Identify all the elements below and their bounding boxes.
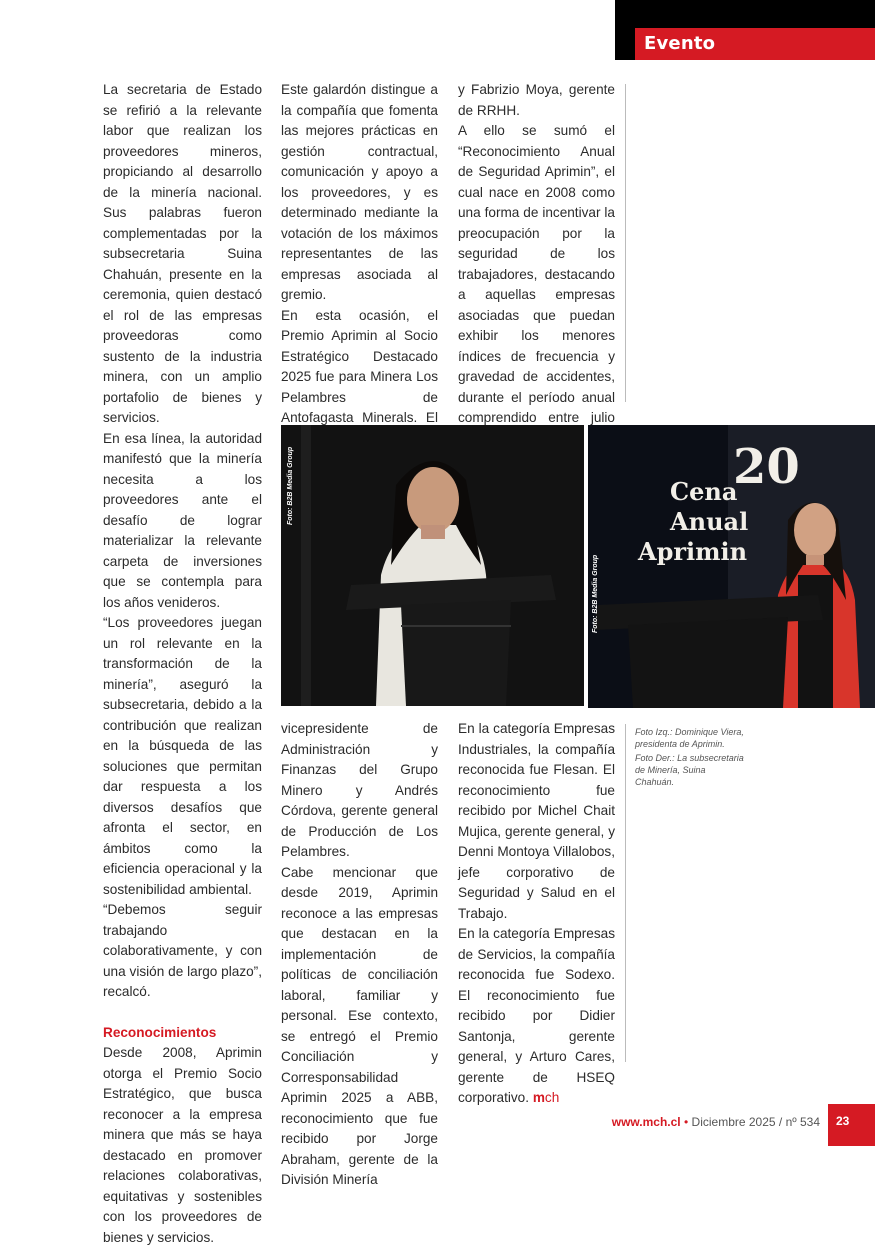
paragraph: “Debemos seguir trabajando colaborativamente, y con una visión de largo plazo”, recalcó. <box>103 902 262 999</box>
mch-end-logo <box>533 1090 559 1105</box>
paragraph: Desde 2008, Aprimin otorga el Premio Socio Estratégico, que busca reconocer a la empresa minera que más se haya destacado en promover relaciones colaborativas, equitativas y sostenibles con los proveedores de bienes y servicios. <box>103 1045 262 1245</box>
event-sign-line: Cena <box>670 477 738 506</box>
mch-logo-m: m <box>532 1090 545 1105</box>
website-link[interactable]: www.mch.cl <box>611 1115 681 1129</box>
article-column-1 <box>103 80 262 1248</box>
separator-dot: • <box>683 1115 689 1129</box>
column-divider <box>625 724 626 1062</box>
paragraph: Este galardón distingue a la compañía que fomenta las mejores prácticas en gestión contractual, comunicación y apoyo a los proveedores, y es determinado mediante la votación de los máximos representantes de las empresas asociada al gremio. <box>281 82 438 302</box>
subheading: Reconocimientos <box>103 1024 217 1040</box>
caption-line: Foto Izq.: Dominique Viera, presidenta de Aprimin. <box>635 727 744 749</box>
photo-right <box>588 425 875 708</box>
photo-left <box>281 425 584 706</box>
article-column-3-top <box>458 80 615 449</box>
paragraph: y Fabrizio Moya, gerente de RRHH. <box>458 82 615 118</box>
paragraph: A ello se sumó el “Reconocimiento Anual de Seguridad Aprimin”, el cual nace en 2008 como una forma de incentivar la preocupación por la seguridad de los trabajadores, destacando a aquellas empresas asociadas que puedan exhibir los menores índices de frecuencia y gravedad de accidentes, durante el período anual comprendido entre julio <box>458 123 615 425</box>
paragraph <box>458 924 615 1109</box>
paragraph: En la categoría Empresas Industriales, la compañía reconocida fue Flesan. El reconocimiento fue recibido por Michel Chait Mujica, gerente general, y Denni Montoya Villalobos, jefe corporativo de Seguridad y Salud en el Trabajo. <box>458 721 615 921</box>
photo-credit: Foto: B2B Media Group <box>592 554 599 633</box>
paragraph: “Los proveedores juegan un rol relevante en la transformación de la minería”, aseguró la subsecretaria, debido a la contribución que realizan en la búsqueda de las soluciones que permitan dar respuesta a los diversos desafíos que afronta el sector, en ámbitos como la eficiencia operacional y la sostenibilidad ambiental. <box>103 615 262 897</box>
page-number: 23 <box>836 1114 850 1128</box>
paragraph: Cabe mencionar que desde 2019, Aprimin reconoce a las empresas que destacan en la implementación de políticas de conciliación laboral, familiar y personal. Ese contexto, se entregó el Premio Conciliación y Corresponsabilidad Aprimin 2025 a ABB, reconocimiento que fue recibido por Jorge Abraham, gerente de la División Minería <box>281 864 438 1187</box>
event-sign-line: Anual <box>670 507 749 536</box>
event-sign <box>638 477 749 567</box>
column-divider <box>625 84 626 402</box>
paragraph-text: En la categoría Empresas de Servicios, la compañía reconocida fue Sodexo. El reconocimiento fue recibido por Didier Santonja, gerente general, y Arturo Cares, gerente de HSEQ corporativo. <box>458 926 615 1105</box>
section-label: Evento <box>644 33 716 54</box>
mch-logo-ch: ch <box>544 1090 560 1105</box>
speaker-illustration <box>281 425 584 706</box>
article-column-3-bottom <box>458 719 615 1109</box>
photo-caption <box>635 726 745 788</box>
paragraph: En esa línea, la autoridad manifestó que la minería necesita a los proveedores ante el desafío de lograr materializar la relevante carpeta de inversiones que se contempla para los años venideros. <box>103 430 262 610</box>
issue-info: Diciembre 2025 / nº 534 <box>691 1115 820 1129</box>
event-sign-line: Aprimin <box>638 537 748 566</box>
caption-line: Foto Der.: La subsecretaria de Minería, Suina Chahuán. <box>635 753 744 787</box>
paragraph: vicepresidente de Administración y Finanzas del Grupo Minero y Andrés Córdova, gerente general de Producción de Los Pelambres. <box>281 721 438 859</box>
photo-credit: Foto: B2B Media Group <box>287 446 294 525</box>
paragraph: La secretaria de Estado se refirió a la relevante labor que realizan los proveedores mineros, propiciando al desarrollo de la minería nacional. Sus palabras fueron complementadas por la subsecretaria Suina Chahuán, presente en la ceremonia, quien destacó el rol de las empresas proveedoras como sustento de la industria minera, con un amplio portafolio de bienes y servicios. <box>103 82 262 425</box>
event-number: 20 <box>733 439 800 495</box>
paragraph: En esta ocasión, el Premio Aprimin al Socio Estratégico Destacado 2025 fue para Minera Los Pelambres de Antofagasta Minerals. El <box>281 307 438 425</box>
footer <box>612 1115 820 1129</box>
article-column-2-bottom <box>281 719 438 1191</box>
